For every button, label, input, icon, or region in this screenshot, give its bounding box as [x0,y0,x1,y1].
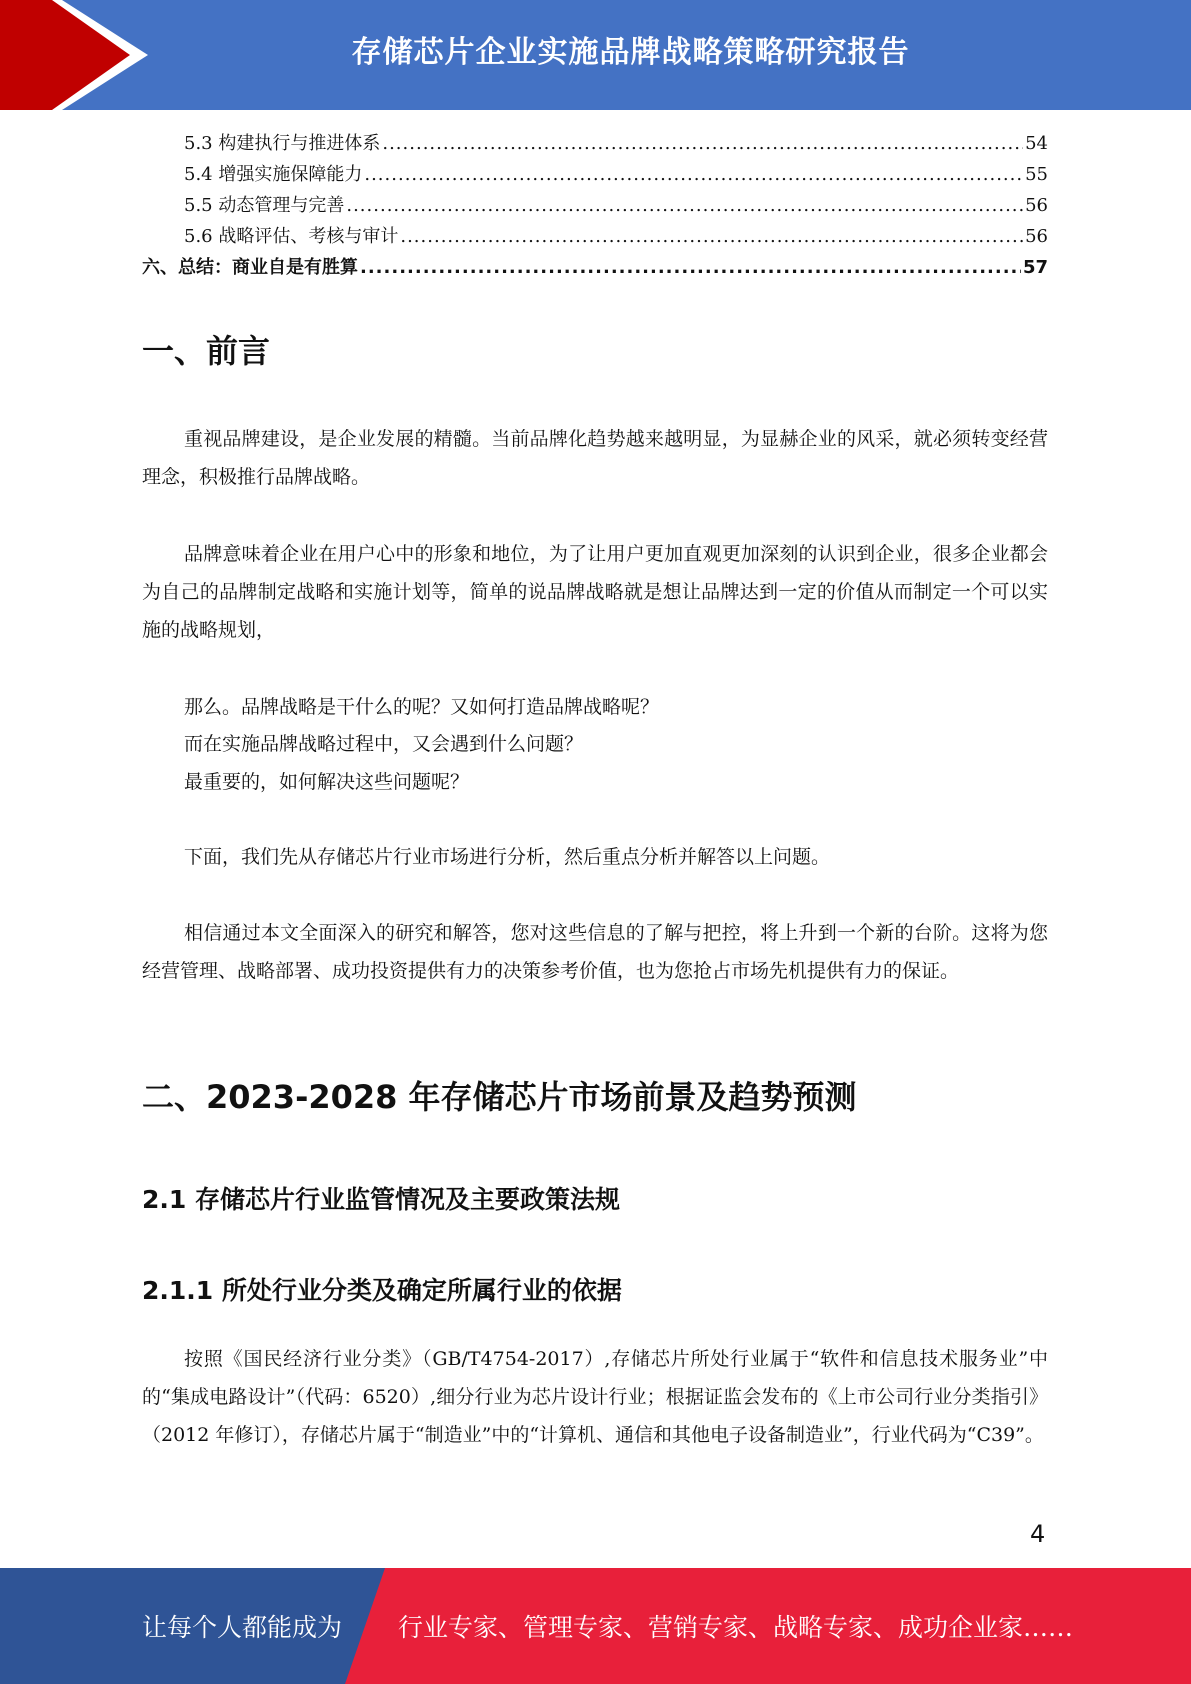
paragraph: 相信通过本文全面深入的研究和解答，您对这些信息的了解与把控，将上升到一个新的台阶。这将为您经营管理、战略部署、成功投资提供有力的决策参考价值，也为您抢占市场先机提供有力的保证。 [142,922,1048,982]
toc-entry[interactable] [142,190,1048,221]
toc-entry-label: 5.4 增强实施保障能力 [184,164,363,185]
page-header [0,0,1191,110]
footer-slogan-right: 行业专家、管理专家、营销专家、战略专家、成功企业家…… [398,1613,1074,1642]
toc-entry[interactable] [142,128,1048,159]
section-heading-market-outlook: 二、2023-2028 年存储芯片市场前景及趋势预测 [142,1078,857,1116]
toc-leader-dots [382,128,1023,159]
toc-entry-page: 56 [1025,226,1048,247]
toc-entry-label: 六、总结：商业自是有胜算 [142,257,358,278]
question-line: 最重要的，如何解决这些问题呢？ [184,771,470,793]
toc-entry-page: 57 [1022,257,1048,278]
paragraph: 下面，我们先从存储芯片行业市场进行分析，然后重点分析并解答以上问题。 [184,846,831,868]
toc-entry-page: 56 [1025,195,1048,216]
question-line: 而在实施品牌战略过程中，又会遇到什么问题？ [184,733,584,755]
report-title: 存储芯片企业实施品牌战略策略研究报告 [351,35,910,70]
toc-entry[interactable] [142,159,1048,190]
table-of-contents [142,128,1048,283]
toc-leader-dots [364,159,1023,190]
toc-entry-label: 5.3 构建执行与推进体系 [184,133,381,154]
toc-entry-label: 5.5 动态管理与完善 [184,195,345,216]
toc-leader-dots [400,221,1023,252]
toc-entry-page: 55 [1025,164,1048,185]
page-number: 4 [1030,1520,1046,1548]
paragraph: 重视品牌建设，是企业发展的精髓。当前品牌化趋势越来越明显，为显赫企业的风采，就必须转变经营理念，积极推行品牌战略。 [142,428,1048,488]
page-footer [0,1568,1191,1684]
toc-entry[interactable] [142,221,1048,252]
toc-leader-dots [346,190,1023,221]
toc-entry[interactable] [142,252,1048,283]
paragraph: 品牌意味着企业在用户心中的形象和地位，为了让用户更加直观更加深刻的认识到企业，很多企业都会为自己的品牌制定战略和实施计划等，简单的说品牌战略就是想让品牌达到一定的价值从而制定一个可以实施的战略规划， [142,543,1048,641]
toc-entry-page: 54 [1025,133,1048,154]
subsection-heading: 2.1 存储芯片行业监管情况及主要政策法规 [142,1185,620,1214]
question-line: 那么。品牌战略是干什么的呢？又如何打造品牌战略呢？ [184,696,660,718]
toc-leader-dots [360,252,1021,283]
toc-entry-label: 5.6 战略评估、考核与审计 [184,226,399,247]
subsubsection-heading: 2.1.1 所处行业分类及确定所属行业的依据 [142,1276,622,1305]
footer-slogan-left: 让每个人都能成为 [142,1613,343,1642]
section-heading-preface: 一、前言 [142,332,271,370]
paragraph: 按照《国民经济行业分类》（GB/T4754-2017）,存储芯片所处行业属于“软件和信息技术服务业”中的“集成电路设计”（代码：6520）,细分行业为芯片设计行业；根据证监会发布的《上市公司行业分类指引》（2012 年修订），存储芯片属于“制造业”中的“计算机、通信和其他电子设备制造业”，行业代码为“C39”。 [142,1348,1048,1446]
